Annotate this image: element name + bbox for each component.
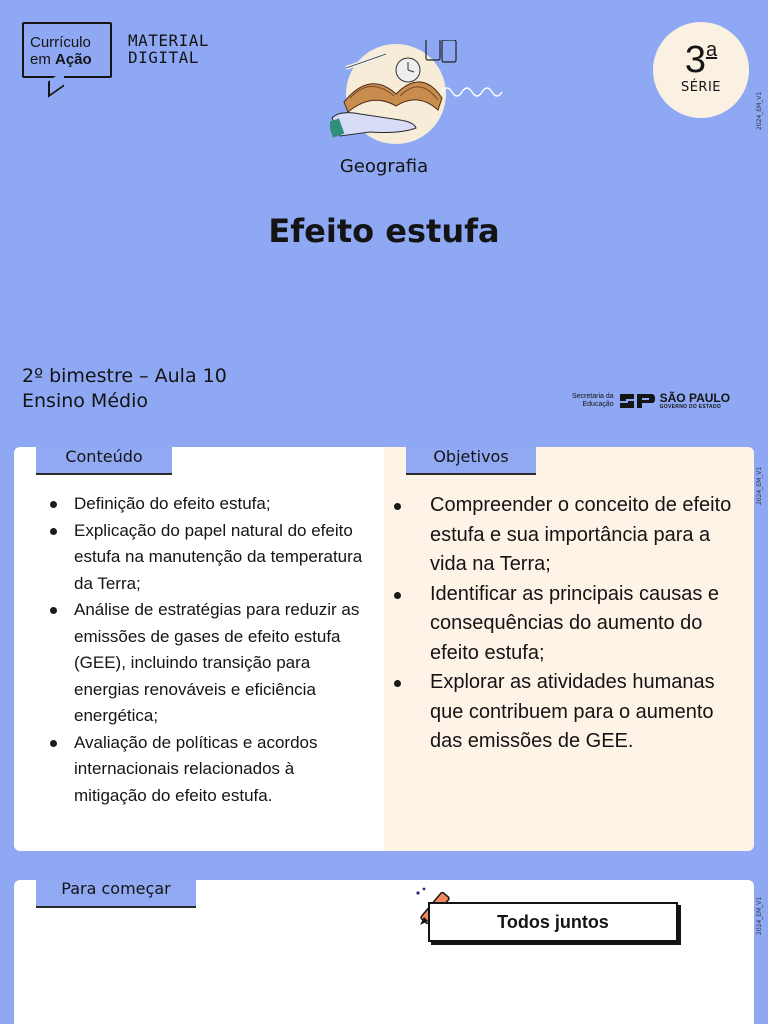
tab-para-comecar: Para começar: [36, 880, 196, 908]
version-tag: 2024_EM_V1: [756, 91, 763, 130]
book-hand-illustration: [330, 40, 520, 150]
objectives-column: [384, 447, 754, 851]
list-item: Explorar as atividades humanas que contribuem para o aumento das emissões de GEE.: [384, 668, 734, 757]
content-objectives-card: [14, 447, 754, 851]
todos-juntos-badge: Todos juntos: [428, 902, 678, 942]
lesson-meta: [22, 364, 227, 414]
logo-line1: Currículo: [30, 34, 91, 51]
content-column: [14, 447, 384, 851]
sp-mark-icon: [618, 390, 656, 412]
list-item: Explicação do papel natural do efeito estufa na manutenção da temperatura da Terra;: [44, 518, 364, 598]
content-list: [44, 491, 364, 809]
sao-paulo-logo: [572, 388, 730, 414]
material-digital-logo: MATERIAL DIGITAL: [128, 31, 210, 67]
page-title: Efeito estufa: [268, 212, 500, 250]
serie-badge: [653, 22, 749, 118]
version-tag: 2024_EM_V1: [756, 466, 763, 505]
list-item: Compreender o conceito de efeito estufa e sua importância para a vida na Terra;: [384, 491, 734, 580]
para-comecar-card: [14, 880, 754, 1024]
lesson-level: Ensino Médio: [22, 390, 148, 412]
tab-objetivos: Objetivos: [406, 447, 536, 475]
objectives-list: [384, 491, 734, 757]
list-item: Identificar as principais causas e consequências do aumento do efeito estufa;: [384, 580, 734, 669]
list-item: Avaliação de políticas e acordos internacionais relacionados à mitigação do efeito estufa.: [44, 730, 364, 810]
curriculo-em-acao-logo: [22, 22, 114, 92]
list-item: Definição do efeito estufa;: [44, 491, 364, 518]
serie-number: 3$^a$: [684, 39, 718, 81]
sp-name: SÃO PAULO GOVERNO DO ESTADO: [659, 390, 731, 410]
secretaria-text: Secretaria da Educação: [572, 393, 614, 408]
serie-label: SÉRIE: [680, 80, 722, 95]
logo-line2: em Ação: [30, 51, 92, 68]
lesson-term: 2º bimestre – Aula 10: [22, 365, 227, 387]
list-item: Análise de estratégias para reduzir as emissões de gases de efeito estufa (GEE), incluindo transição para energias renováveis e eficiência energética;: [44, 597, 364, 730]
cover-slide: [0, 0, 768, 432]
version-tag: 2024_EM_V1: [756, 896, 763, 935]
subject-label: Geografia: [339, 156, 429, 177]
tab-conteudo: Conteúdo: [36, 447, 172, 475]
